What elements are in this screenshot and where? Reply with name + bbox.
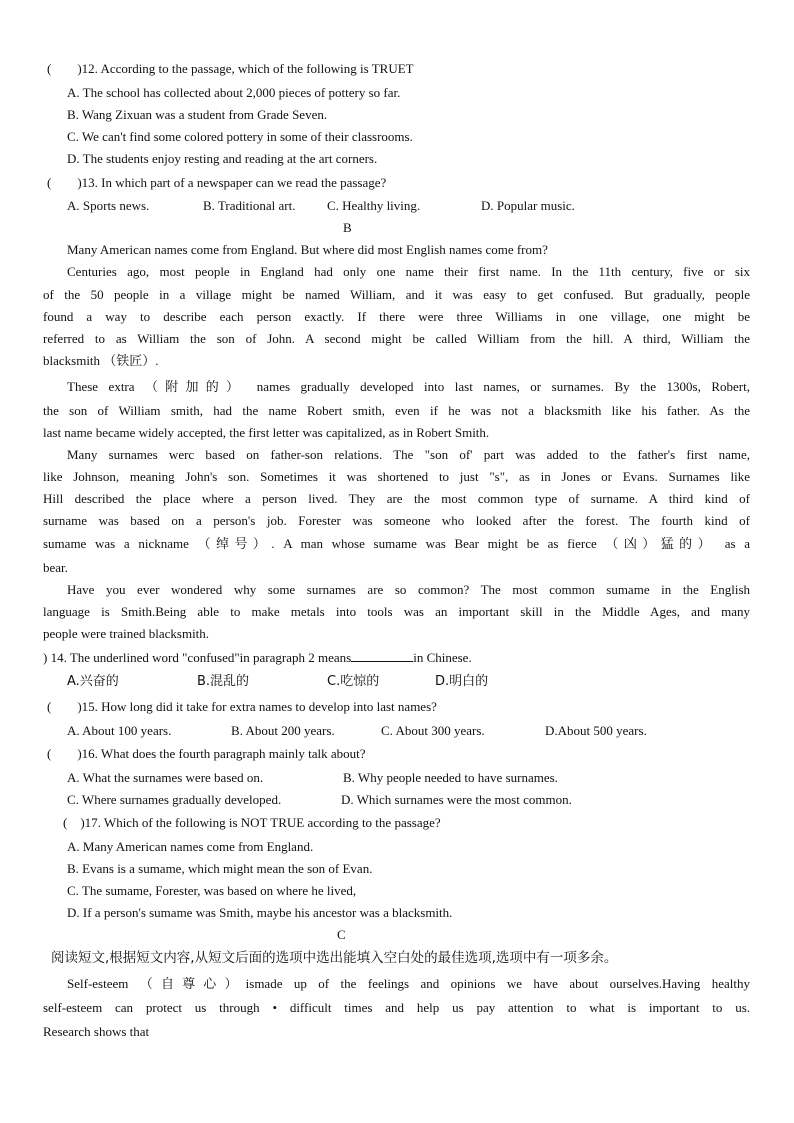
passage-b-line: blacksmith （铁匠）.	[43, 353, 159, 368]
q12-option-b: B. Wang Zixuan was a student from Grade Seven.	[67, 107, 328, 122]
q14-stem	[43, 648, 472, 668]
q14-stem-post: in Chinese.	[413, 650, 472, 665]
passage-b-line: Many surnames werc based on father-son relations. The "son of' part was added to the father's first name,	[67, 447, 750, 462]
passage-b-line: the son of William smith, had the name Robert smith, even if he was not a blacksmith like his father. As the	[43, 403, 750, 418]
q17-option-c: C. The sumame, Forester, was based on where he lived,	[67, 883, 357, 898]
passage-b-line: surname was based on a person's job. Forester was someone who looked after the forest. The fourth kind of	[43, 513, 750, 528]
q14-option-a: A.兴奋的	[67, 674, 119, 689]
q16-option-c: C. Where surnames gradually developed.	[67, 792, 282, 807]
q12-option-c: C. We can't find some colored pottery in some of their classrooms.	[67, 129, 413, 144]
passage-b-line: Hill described the place where a person lived. They are the most common type of surname. A third kind of	[43, 491, 750, 506]
q16-option-a: A. What the surnames were based on.	[67, 770, 264, 785]
q14-option-c: C.吃惊的	[327, 674, 380, 689]
q15-option-d: D.About 500 years.	[545, 723, 647, 738]
passage-b-line: bear.	[43, 560, 68, 575]
passage-b-line: Have you ever wondered why some surnames are so common? The most common sumame in the English	[67, 582, 750, 597]
section-c-heading: C	[337, 927, 346, 942]
passage-c-line: Self-esteem （自尊心）ismade up of the feelings and opinions we have about ourselves.Having healthy	[67, 976, 750, 991]
q14-stem-pre: ) 14. The underlined word "confused"in paragraph 2 means	[43, 650, 352, 665]
passage-b-line: last name became widely accepted, the first letter was capitalized, as in Robert Smith.	[43, 425, 490, 440]
q15-stem: ( )15. How long did it take for extra names to develop into last names?	[47, 699, 437, 714]
q17-stem: ( )17. Which of the following is NOT TRUE according to the passage?	[63, 815, 441, 830]
q17-option-b: B. Evans is a sumame, which might mean the son of Evan.	[67, 861, 373, 876]
q17-option-d: D. If a person's sumame was Smith, maybe his ancestor was a blacksmith.	[67, 905, 453, 920]
q16-option-d: D. Which surnames were the most common.	[341, 792, 572, 807]
q17-option-a: A. Many American names come from England.	[67, 839, 314, 854]
passage-b-line: These extra （附加的） names gradually developed into last names, or surnames. By the 1300s, Robert,	[67, 379, 750, 394]
q13-option-d: D. Popular music.	[481, 198, 575, 213]
q12-stem: ( )12. According to the passage, which of the following is TRUET	[47, 61, 414, 76]
section-c-instruction: 阅读短文,根据短文内容,从短文后面的选项中选出能填入空白处的最佳选项,选项中有一项多余。	[51, 950, 618, 966]
answer-blank	[351, 649, 413, 662]
q14-option-d: D.明白的	[435, 674, 489, 689]
q16-option-b: B. Why people needed to have surnames.	[343, 770, 558, 785]
q12-option-d: D. The students enjoy resting and reading at the art corners.	[67, 151, 378, 166]
q12-option-a: A. The school has collected about 2,000 pieces of pottery so far.	[67, 85, 401, 100]
section-b-heading: B	[343, 220, 352, 235]
q13-option-c: C. Healthy living.	[327, 198, 421, 213]
passage-b-line: sumame was a nickname （绰号）. A man whose sumame was Bear might be as fierce （凶）猛的） as a	[43, 536, 750, 551]
passage-c-line: self-esteem can protect us through • difficult times and help us pay attention to what is important to us.	[43, 1000, 750, 1015]
passage-b-line: language is Smith.Being able to make metals into tools was an important skill in the Middle Ages, and many	[43, 604, 750, 619]
passage-b-line: Many American names come from England. But where did most English names come from?	[67, 242, 548, 257]
passage-b-line: like Johnson, meaning John's son. Sometimes it was shortened to just "s", as in Jones or Evans. Surnames like	[43, 469, 750, 484]
q14-option-b: B.混乱的	[197, 674, 250, 689]
q15-option-a: A. About 100 years.	[67, 723, 172, 738]
passage-b-line: of the 50 people in a village might be named William, and it was easy to get confused. But gradually, people	[43, 287, 750, 302]
q13-stem: ( )13. In which part of a newspaper can we read the passage?	[47, 175, 387, 190]
q16-stem: ( )16. What does the fourth paragraph mainly talk about?	[47, 746, 366, 761]
q13-option-a: A. Sports news.	[67, 198, 150, 213]
passage-b-line: people were trained blacksmith.	[43, 626, 210, 641]
q13-option-b: B. Traditional art.	[203, 198, 296, 213]
passage-b-line: referred to as William the son of John. A second might be called William from the hill. A third, William the	[43, 331, 750, 346]
passage-b-line: found a way to describe each person exactly. If there were three Williams in one village, one might be	[43, 309, 750, 324]
q15-option-c: C. About 300 years.	[381, 723, 485, 738]
q15-option-b: B. About 200 years.	[231, 723, 335, 738]
passage-b-line: Centuries ago, most people in England had only one name their first name. In the 11th century, five or six	[67, 264, 750, 279]
passage-c-line: Research shows that	[43, 1024, 150, 1039]
